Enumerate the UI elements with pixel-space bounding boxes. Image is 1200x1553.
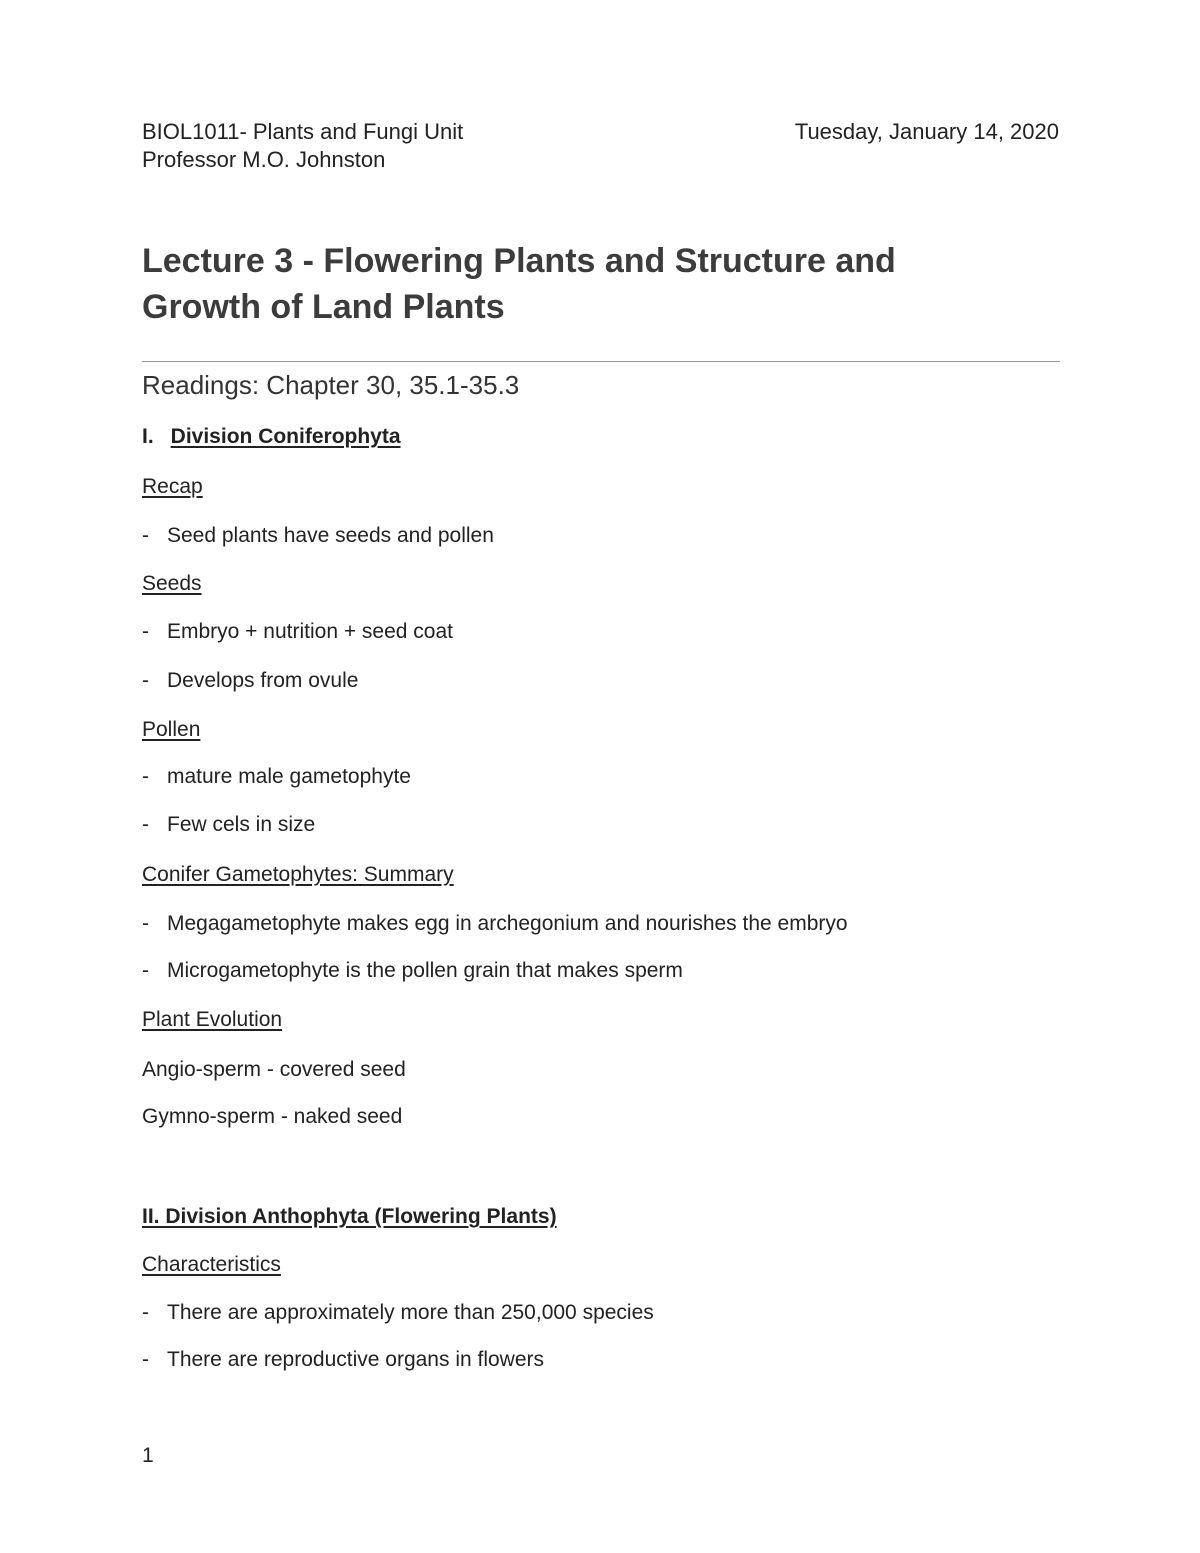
lecture-title-line-1: Lecture 3 - Flowering Plants and Structure and xyxy=(142,242,896,280)
list-item xyxy=(142,812,315,838)
bullet-text: Few cels in size xyxy=(167,813,316,836)
list-item xyxy=(142,764,411,790)
section-1-number: I. xyxy=(142,425,154,448)
readings: Readings: Chapter 30, 35.1-35.3 xyxy=(142,370,520,400)
bullet-text: mature male gametophyte xyxy=(167,765,411,788)
section-1-heading xyxy=(142,424,401,450)
bullet-text: Megagametophyte makes egg in archegonium and nourishes the embryo xyxy=(167,912,848,935)
professor-name: Professor M.O. Johnston xyxy=(142,147,386,172)
list-item xyxy=(142,958,683,984)
bullet-text: Develops from ovule xyxy=(167,669,359,692)
summary-label: Conifer Gametophytes: Summary xyxy=(142,863,454,886)
bullet-dash: - xyxy=(142,765,149,788)
bullet-dash: - xyxy=(142,813,149,836)
evolution-line: Angio-sperm - covered seed xyxy=(142,1058,406,1081)
list-item xyxy=(142,523,494,549)
lecture-date: Tuesday, January 14, 2020 xyxy=(794,119,1059,144)
page-number: 1 xyxy=(142,1444,154,1467)
section-2-heading: II. Division Anthophyta (Flowering Plants) xyxy=(142,1205,557,1228)
list-item xyxy=(142,1300,654,1326)
bullet-text: Microgametophyte is the pollen grain that makes sperm xyxy=(167,959,683,982)
course-title: BIOL1011- Plants and Fungi Unit xyxy=(142,119,464,144)
evolution-line: Gymno-sperm - naked seed xyxy=(142,1105,403,1128)
bullet-text: Seed plants have seeds and pollen xyxy=(167,524,494,547)
bullet-dash: - xyxy=(142,620,149,643)
bullet-text: Embryo + nutrition + seed coat xyxy=(167,620,453,643)
bullet-dash: - xyxy=(142,1348,149,1371)
bullet-dash: - xyxy=(142,1301,149,1324)
bullet-text: There are reproductive organs in flowers xyxy=(167,1348,545,1371)
bullet-text: There are approximately more than 250,000 species xyxy=(167,1301,654,1324)
title-divider xyxy=(142,361,1060,362)
section-1-title: Division Coniferophyta xyxy=(170,425,401,448)
bullet-dash: - xyxy=(142,669,149,692)
seeds-label: Seeds xyxy=(142,572,202,595)
bullet-dash: - xyxy=(142,959,149,982)
bullet-dash: - xyxy=(142,524,149,547)
evolution-label: Plant Evolution xyxy=(142,1008,283,1031)
recap-label: Recap xyxy=(142,475,203,498)
pollen-label: Pollen xyxy=(142,718,201,741)
characteristics-label: Characteristics xyxy=(142,1253,281,1276)
list-item xyxy=(142,619,453,645)
list-item xyxy=(142,911,848,937)
bullet-dash: - xyxy=(142,912,149,935)
lecture-title xyxy=(142,238,1042,330)
list-item xyxy=(142,668,358,694)
lecture-title-line-2: Growth of Land Plants xyxy=(142,288,505,326)
list-item xyxy=(142,1347,544,1373)
